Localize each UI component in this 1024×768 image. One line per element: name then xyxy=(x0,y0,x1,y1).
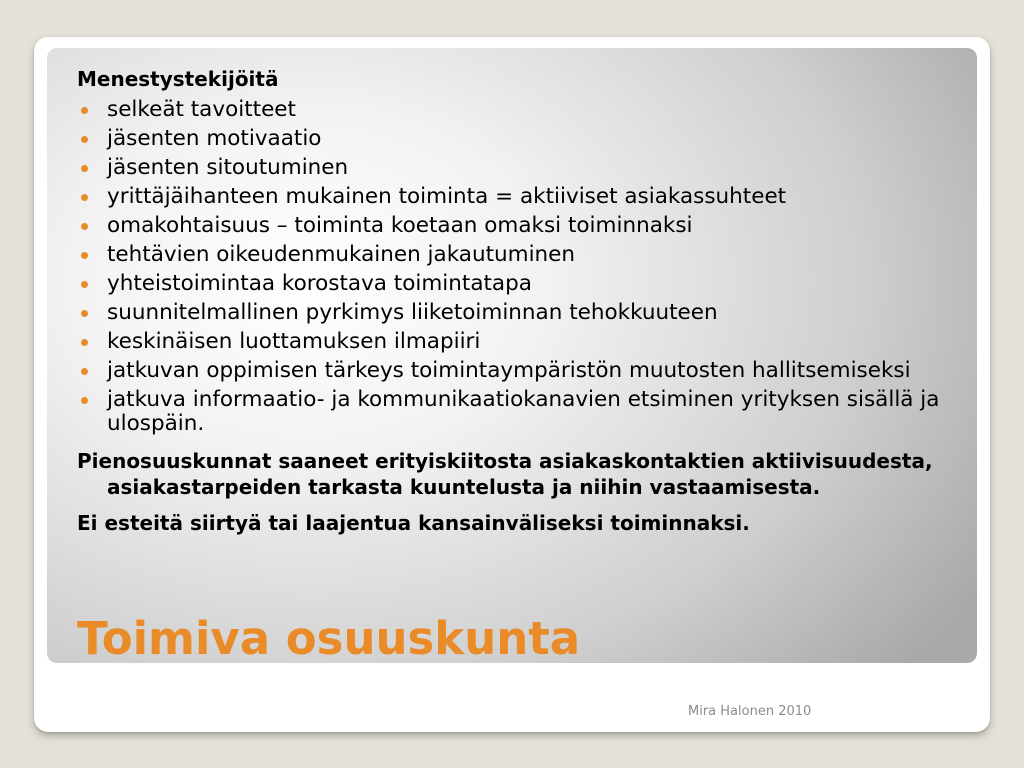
list-item xyxy=(77,330,947,354)
bullet-dot-icon xyxy=(81,368,88,375)
success-factors-list xyxy=(77,98,947,436)
section-heading: Menestystekijöitä xyxy=(77,67,279,91)
content-body xyxy=(77,66,947,536)
list-item-text: yhteistoimintaa korostava toimintatapa xyxy=(107,271,532,296)
bullet-dot-icon xyxy=(81,223,88,230)
bullet-dot-icon xyxy=(81,339,88,346)
bullet-dot-icon xyxy=(81,107,88,114)
list-item-text: jäsenten sitoutuminen xyxy=(107,155,349,180)
list-item-text: yrittäjäihanteen mukainen toiminta = aktiiviset asiakassuhteet xyxy=(107,184,787,209)
list-item-text: jatkuva informaatio- ja kommunikaatiokanavien etsiminen yrityksen sisällä ja ulospäin. xyxy=(107,387,940,436)
content-panel xyxy=(47,48,977,663)
list-item-text: keskinäisen luottamuksen ilmapiiri xyxy=(107,329,481,354)
bullet-dot-icon xyxy=(81,136,88,143)
footer-author: Mira Halonen 2010 xyxy=(688,704,812,719)
slide-title: Toimiva osuuskunta xyxy=(77,612,581,663)
list-item xyxy=(77,98,947,122)
list-item xyxy=(77,359,947,383)
bullet-dot-icon xyxy=(81,281,88,288)
list-item xyxy=(77,156,947,180)
list-item xyxy=(77,272,947,296)
list-item-text: jäsenten motivaatio xyxy=(107,126,322,151)
list-item-text: jatkuvan oppimisen tärkeys toimintaympäristön muutosten hallitsemiseksi xyxy=(107,358,911,383)
list-item xyxy=(77,214,947,238)
list-item xyxy=(77,127,947,151)
customer-feedback-paragraph: Pienosuuskunnat saaneet erityiskiitosta asiakaskontaktien aktiivisuudesta, asiakastarpeiden tarkasta kuuntelusta ja niihin vastaamisesta. xyxy=(77,449,933,499)
list-item xyxy=(77,185,947,209)
bullet-dot-icon xyxy=(81,252,88,259)
list-item-text: selkeät tavoitteet xyxy=(107,97,296,122)
list-item xyxy=(77,301,947,325)
list-item xyxy=(77,243,947,267)
international-paragraph: Ei esteitä siirtyä tai laajentua kansainväliseksi toiminnaksi. xyxy=(77,511,750,535)
list-item xyxy=(77,388,947,436)
list-item-text: tehtävien oikeudenmukainen jakautuminen xyxy=(107,242,576,267)
bullet-dot-icon xyxy=(81,397,88,404)
bullet-dot-icon xyxy=(81,194,88,201)
list-item-text: suunnitelmallinen pyrkimys liiketoiminnan tehokkuuteen xyxy=(107,300,718,325)
bullet-dot-icon xyxy=(81,310,88,317)
bullet-dot-icon xyxy=(81,165,88,172)
list-item-text: omakohtaisuus – toiminta koetaan omaksi toiminnaksi xyxy=(107,213,693,238)
